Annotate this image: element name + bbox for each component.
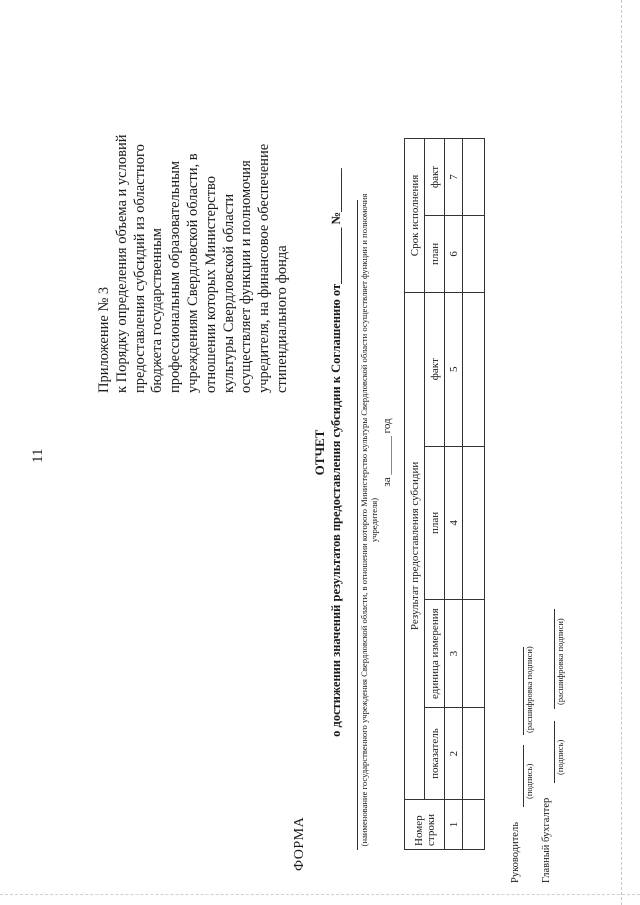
column-number: 7	[445, 139, 463, 216]
table-cell-empty	[463, 446, 485, 600]
org-name-line	[357, 200, 358, 850]
appendix-line: осуществляет функции и полномочия	[238, 160, 255, 393]
column-number: 4	[445, 446, 463, 600]
appendix-block	[96, 93, 292, 393]
appendix-line: к Порядку определения объема и условий	[113, 134, 130, 393]
header-deadline-group: Срок исполнения	[405, 139, 425, 293]
column-number: 1	[445, 800, 463, 850]
appendix-line: Приложение № 3	[96, 286, 112, 393]
header-unit: единица измерения	[425, 600, 445, 708]
head-label: Руководитель	[510, 822, 521, 883]
appendix-line: учреждениям Свердловской области, в	[184, 153, 201, 393]
report-title: ОТЧЕТ	[312, 429, 327, 476]
head-decode-caption: (расшифровка подписи)	[524, 646, 534, 733]
column-number: 2	[445, 708, 463, 800]
accountant-label: Главный бухгалтер	[541, 797, 552, 883]
header-result-group: Результат предоставления субсидии	[405, 292, 425, 799]
header-row-number: Номер строки	[405, 800, 445, 850]
appendix-line: бюджета государственным	[149, 228, 166, 393]
header-deadline-fact: факт	[425, 139, 445, 216]
header-deadline-plan: план	[425, 215, 445, 292]
report-table	[404, 138, 485, 850]
header-indicator: показатель	[425, 708, 445, 800]
appendix-line: культуры Свердловской области	[220, 193, 237, 393]
report-period: за _______ год	[381, 418, 393, 487]
header-fact: факт	[425, 292, 445, 446]
appendix-line: учредителя, на финансовое обеспечение	[256, 143, 273, 393]
column-number: 5	[445, 292, 463, 446]
appendix-line: отношении которых Министерство	[202, 176, 219, 393]
head-signature-caption: (подпись)	[524, 763, 534, 799]
appendix-line: предоставления субсидий из областного	[131, 144, 148, 393]
table-cell-empty	[463, 800, 485, 850]
page-number: 11	[30, 448, 46, 463]
table-cell-empty	[463, 215, 485, 292]
table-cell-empty	[463, 708, 485, 800]
column-number: 3	[445, 600, 463, 708]
header-plan: план	[425, 446, 445, 600]
accountant-signature-caption: (подпись)	[555, 739, 565, 775]
form-label: ФОРМА	[292, 816, 307, 871]
table-cell-empty	[463, 292, 485, 446]
table-cell-empty	[463, 600, 485, 708]
report-subtitle: о достижении значений результатов предоставления субсидии к Соглашению от_________ №_______	[329, 168, 343, 737]
column-number: 6	[445, 215, 463, 292]
accountant-decode-caption: (расшифровка подписи)	[555, 618, 565, 705]
table-cell-empty	[463, 139, 485, 216]
appendix-line: профессиональным образовательным	[167, 160, 184, 393]
org-name-caption: (наименование государственного учреждения Свердловской области, в отношении которого Министерство культуры Свердловской области осуществляет функции и полномочия учредителя)	[359, 193, 379, 847]
appendix-line: стипендиального фонда	[273, 245, 290, 393]
